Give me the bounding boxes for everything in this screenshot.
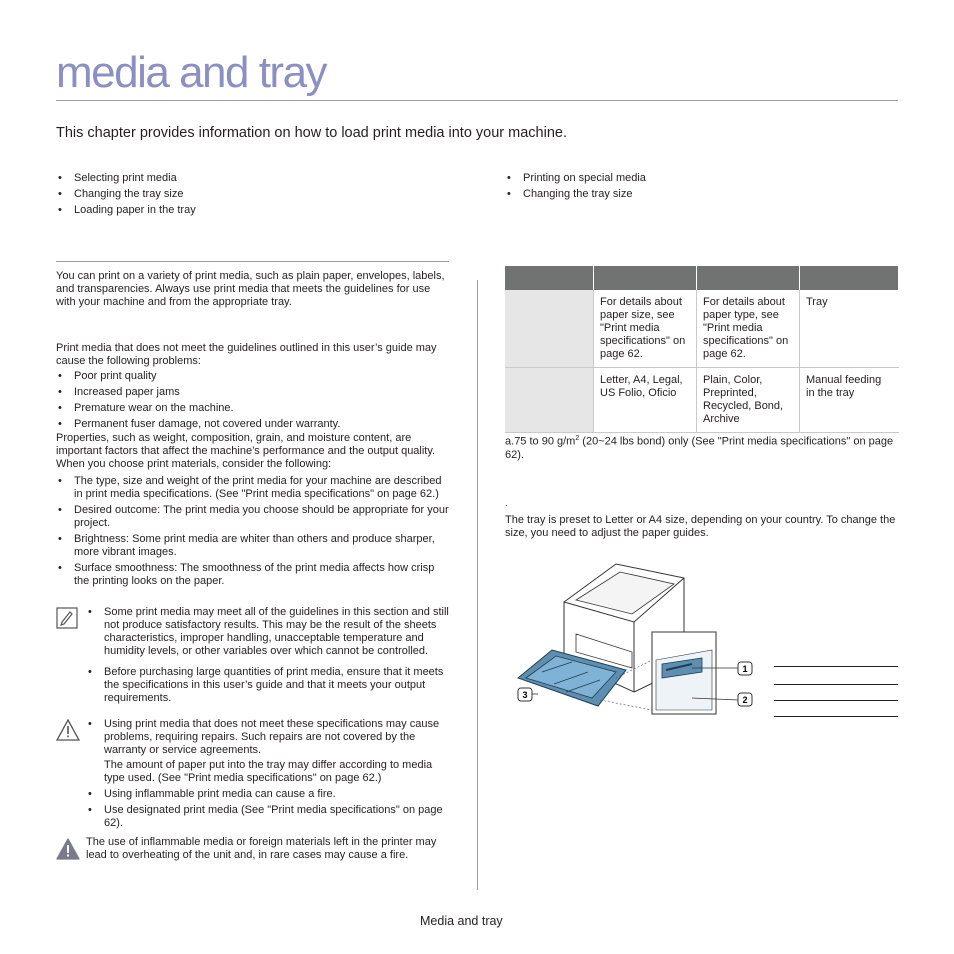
selecting-paragraph-2: Print media that does not meet the guidelines outlined in this user’s guide may cause the following problems: (56, 342, 437, 367)
toc-right (505, 172, 646, 204)
table-cell: Plain, Color, Preprinted, Recycled, Bond, Archive (697, 368, 800, 433)
caution-item: • Use designated print media (See "Print media specifications" on page 62). (86, 804, 452, 830)
table-cell: Manual feeding in the tray (800, 368, 899, 433)
table-header-row (505, 266, 899, 290)
note-item: • Some print media may meet all of the guidelines in this section and still not produce satisfactory results. This may be the result of the sheets characteristics, improper handling, unacceptable temperature and humidity levels, or other variables over which cannot be controlled. (86, 606, 452, 658)
table-header (800, 266, 899, 290)
list-item: • Surface smoothness: The smoothness of the print media affects how crisp the printing looks on the paper. (56, 562, 452, 588)
table-row-label (505, 290, 594, 368)
caution-subtext: The amount of paper put into the tray may differ according to media type used. (See "Print media specifications" on page 62.) (104, 759, 433, 784)
chapter-intro: This chapter provides information on how to load print media into your machine. (56, 125, 567, 141)
warning-text: The use of inflammable media or foreign materials left in the printer may lead to overheating of the unit and, in rare cases may cause a fire. (86, 836, 437, 861)
callout-rule (774, 666, 898, 667)
toc-left (56, 172, 196, 220)
list-item: • Premature wear on the machine. (56, 402, 452, 415)
toc-link[interactable]: • Printing on special media (505, 172, 646, 185)
list-item: • Brightness: Some print media are whiter than others and produce sharper, more vibrant images. (56, 533, 452, 559)
warning-icon (56, 838, 80, 860)
tray-size-text: The tray is preset to Letter or A4 size, depending on your country. To change the size, you need to adjust the paper guides. (505, 514, 896, 539)
title-divider (56, 100, 898, 101)
callout-3: 3 (522, 690, 528, 700)
selecting-paragraph-1: You can print on a variety of print media, such as plain paper, envelopes, labels, and transparencies. Always use print media that meets the guidelines for use with your machine and from the appropriate tray. (56, 270, 445, 308)
table-row (505, 368, 899, 433)
list-item: • The type, size and weight of the print media for your machine are described in print media specifications. (See "Print media specifications" on page 62.) (56, 475, 452, 501)
note-icon (56, 607, 78, 629)
callout-rule (774, 684, 898, 685)
list-item: • Permanent fuser damage, not covered under warranty. (56, 418, 452, 431)
toc-link[interactable]: • Changing the tray size (56, 188, 196, 201)
caution-item (86, 718, 452, 785)
table-cell: For details about paper size, see "Print media specifications" on page 62. (594, 290, 697, 368)
footnote-text-b: (20~24 lbs bond) only (See "Print media specifications" on page 62). (505, 435, 894, 461)
table-header (594, 266, 697, 290)
list-item: • Poor print quality (56, 370, 452, 383)
table-header (505, 266, 594, 290)
heading-dot: . (505, 498, 508, 508)
consideration-list (56, 475, 452, 591)
toc-link[interactable]: • Selecting print media (56, 172, 196, 185)
table-cell: Letter, A4, Legal, US Folio, Oficio (594, 368, 697, 433)
column-divider (477, 280, 478, 890)
page-footer: Media and tray (420, 914, 503, 928)
note-item: • Before purchasing large quantities of print media, ensure that it meets the specifications in this user’s guide and that it meets your output requirements. (86, 666, 452, 705)
printer-illustration (516, 560, 756, 720)
note-list (86, 606, 452, 708)
table-footnote (505, 432, 899, 462)
footnote-marker: a. (505, 435, 515, 448)
page-title: media and tray (56, 48, 327, 97)
selecting-paragraph-3: Properties, such as weight, composition, grain, and moisture content, are important factors that affect the machine’s performance and the output quality. When you choose print materials, consider the following: (56, 432, 436, 470)
callout-1: 1 (742, 664, 748, 674)
toc-link[interactable]: • Changing the tray size (505, 188, 646, 201)
footnote-superscript: 2 (575, 435, 580, 442)
list-item: • Increased paper jams (56, 386, 452, 399)
callout-2: 2 (742, 695, 748, 705)
caution-icon (56, 719, 80, 741)
media-table (505, 266, 899, 433)
toc-link[interactable]: • Loading paper in the tray (56, 204, 196, 217)
list-item: • Desired outcome: The print media you choose should be appropriate for your project. (56, 504, 452, 530)
table-row-label (505, 368, 594, 433)
caution-list (86, 718, 452, 833)
callout-rule (774, 700, 898, 701)
footnote-text-a: 75 to 90 g/m (514, 435, 576, 448)
table-header (697, 266, 800, 290)
caution-item: • Using inflammable print media can cause a fire. (86, 788, 452, 801)
problem-list (56, 370, 452, 434)
callout-rule (774, 716, 898, 717)
caution-text: Using print media that does not meet these specifications may cause problems, requiring repairs. Such repairs are not covered by the warranty or service agreements. (104, 718, 440, 756)
table-cell: For details about paper type, see "Print media specifications" on page 62. (697, 290, 800, 368)
section-divider (56, 261, 449, 262)
table-row (505, 290, 899, 368)
table-cell: Tray (800, 290, 899, 368)
